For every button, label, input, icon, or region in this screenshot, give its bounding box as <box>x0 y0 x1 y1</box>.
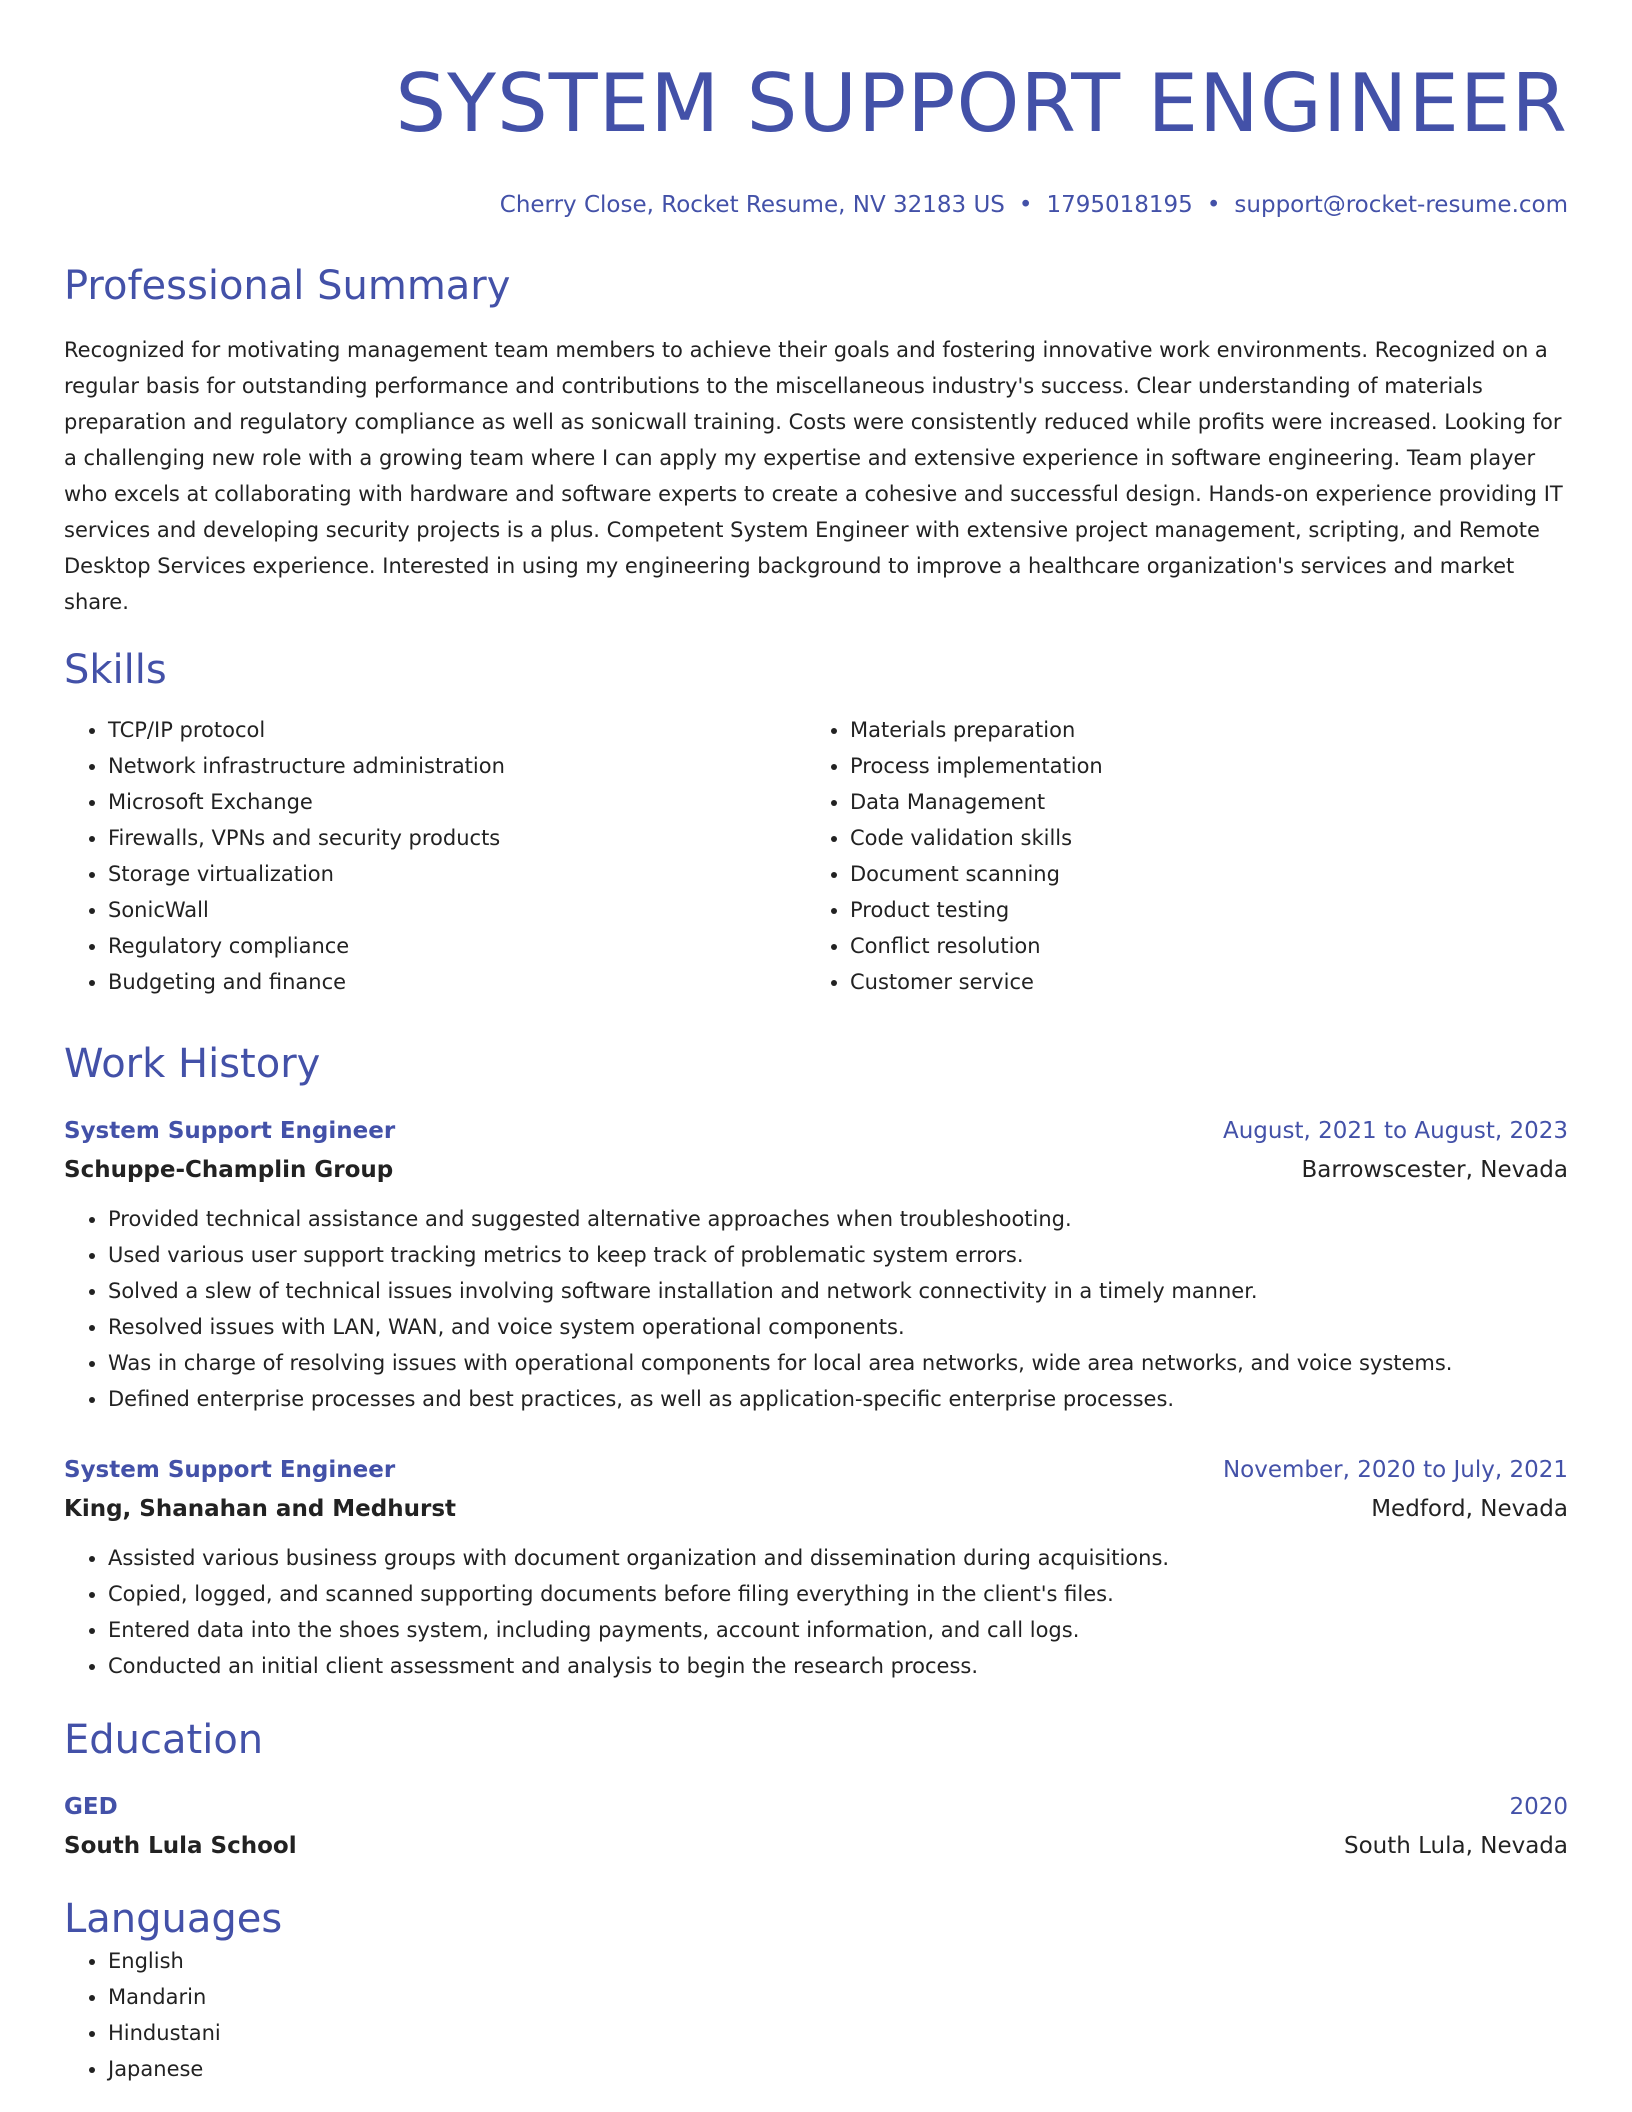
job-dates: November, 2020 to July, 2021 <box>1222 1457 1568 1483</box>
education-degree: GED <box>64 1794 118 1820</box>
summary-heading: Professional Summary <box>64 263 511 309</box>
contact-separator: • <box>1018 192 1033 218</box>
education-school: South Lula School <box>64 1833 297 1859</box>
skill-item: • Customer service <box>850 964 1548 1000</box>
summary-text: Recognized for motivating management team members to achieve their goals and fostering innovative work environments. Recognized on a regular basis for outstanding performance and contributions to the miscellaneous industry's success. Clear understanding of materials preparation and regulatory compliance as well as sonicwall training. Costs were consistently reduced while profits were increased. Looking for a challenging new role with a growing team where I can apply my expertise and extensive experience in software engineering. Team player who excels at collaborating with hardware and software experts to create a cohesive and successful design. Hands-on experience providing IT services and developing security projects is a plus. Competent System Engineer with extensive project management, scripting, and Remote Desktop Services experience. Interested in using my engineering background to improve a healthcare organization's services and market share. <box>64 338 1563 614</box>
work-history-heading: Work History <box>64 1041 321 1087</box>
skill-item: • Data Management <box>850 784 1548 820</box>
job-company: Schuppe-Champlin Group <box>64 1157 394 1183</box>
skill-item: • TCP/IP protocol <box>108 712 806 748</box>
job-employer-row <box>64 1146 1568 1185</box>
job-duty-item: • Entered data into the shoes system, including payments, account information, and call logs. <box>108 1612 1568 1648</box>
job-company: King, Shanahan and Medhurst <box>64 1496 457 1522</box>
skill-item: • Conflict resolution <box>850 928 1548 964</box>
job-title: System Support Engineer <box>64 1457 396 1483</box>
job-dates: August, 2021 to August, 2023 <box>1223 1118 1568 1144</box>
language-item: • Hindustani <box>108 2015 1568 2051</box>
education-year: 2020 <box>1509 1794 1568 1820</box>
skills-heading: Skills <box>64 647 167 693</box>
job-duty-item: • Solved a slew of technical issues involving software installation and network connectivity in a timely manner. <box>108 1273 1568 1309</box>
education-school-row <box>64 1822 1568 1861</box>
skill-item: • Budgeting and finance <box>108 964 806 1000</box>
skill-item: • Microsoft Exchange <box>108 784 806 820</box>
language-item: • English <box>108 1943 1568 1979</box>
job-duty-item: • Defined enterprise processes and best practices, as well as application-specific enterprise processes. <box>108 1381 1568 1417</box>
job-header-row <box>64 1116 1568 1146</box>
job-entry <box>64 1116 1568 1417</box>
job-duty-item: • Copied, logged, and scanned supporting documents before filing everything in the client's files. <box>108 1576 1568 1612</box>
job-duties <box>64 1201 1568 1417</box>
skill-item: • Storage virtualization <box>108 856 806 892</box>
contact-phone: 1795018195 <box>1046 192 1193 218</box>
job-duty-item: • Assisted various business groups with document organization and dissemination during acquisitions. <box>108 1540 1568 1576</box>
education-location: South Lula, Nevada <box>1343 1833 1568 1859</box>
skills-column-left <box>64 712 806 1000</box>
contact-email: support@rocket-resume.com <box>1234 192 1568 218</box>
education-entry <box>64 1792 1568 1861</box>
job-duty-item: • Provided technical assistance and suggested alternative approaches when troubleshooting. <box>108 1201 1568 1237</box>
job-duty-item: • Conducted an initial client assessment and analysis to begin the research process. <box>108 1648 1568 1684</box>
resume-header <box>64 56 1568 220</box>
job-employer-row <box>64 1485 1568 1524</box>
job-location: Medford, Nevada <box>1371 1496 1568 1522</box>
language-item: • Mandarin <box>108 1979 1568 2015</box>
skill-item: • Product testing <box>850 892 1548 928</box>
job-duties <box>64 1540 1568 1684</box>
skill-item: • Document scanning <box>850 856 1548 892</box>
languages-heading: Languages <box>64 1896 283 1942</box>
skill-item: • SonicWall <box>108 892 806 928</box>
skill-item: • Network infrastructure administration <box>108 748 806 784</box>
education-heading: Education <box>64 1717 264 1763</box>
job-entry <box>64 1455 1568 1684</box>
job-duty-item: • Resolved issues with LAN, WAN, and voice system operational components. <box>108 1309 1568 1345</box>
contact-separator: • <box>1206 192 1221 218</box>
skill-item: • Regulatory compliance <box>108 928 806 964</box>
job-header-row <box>64 1455 1568 1485</box>
education-header-row <box>64 1792 1568 1822</box>
skill-item: • Code validation skills <box>850 820 1548 856</box>
skills-column-right <box>806 712 1548 1000</box>
job-title: System Support Engineer <box>64 1118 396 1144</box>
contact-address: Cherry Close, Rocket Resume, NV 32183 US <box>499 192 1005 218</box>
job-duty-item: • Used various user support tracking metrics to keep track of problematic system errors. <box>108 1237 1568 1273</box>
job-duty-item: • Was in charge of resolving issues with operational components for local area networks, wide area networks, and voice systems. <box>108 1345 1568 1381</box>
skills-list <box>64 712 1568 1000</box>
language-item: • Japanese <box>108 2051 1568 2087</box>
skill-item: • Materials preparation <box>850 712 1548 748</box>
contact-line <box>64 190 1568 220</box>
resume-name: SYSTEM SUPPORT ENGINEER <box>395 57 1568 150</box>
skill-item: • Firewalls, VPNs and security products <box>108 820 806 856</box>
languages-list <box>64 1943 1568 2087</box>
job-location: Barrowscester, Nevada <box>1301 1157 1568 1183</box>
skill-item: • Process implementation <box>850 748 1548 784</box>
